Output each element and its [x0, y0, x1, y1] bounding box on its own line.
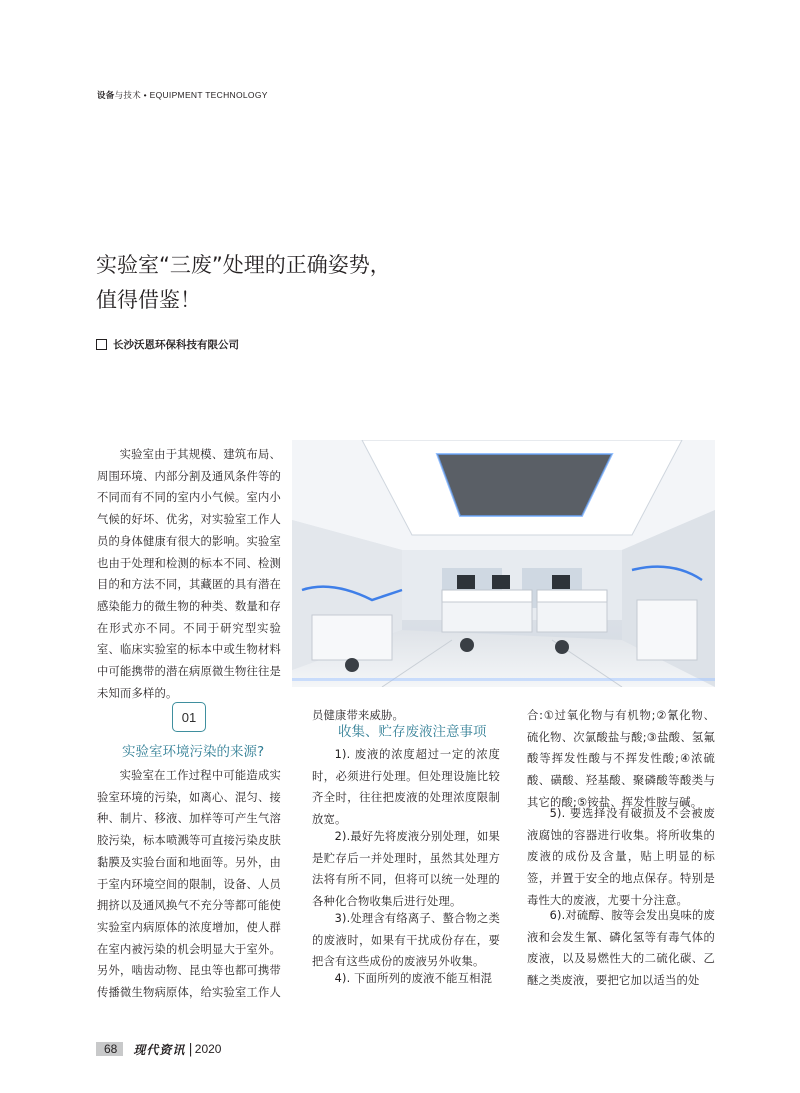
column2-paragraph-1: 1). 废液的浓度超过一定的浓度时，必须进行处理。但处理设施比较齐全时，往往把废液的处理浓度限制放宽。: [312, 748, 500, 827]
footer-separator: |: [188, 1041, 193, 1057]
page-footer: [96, 1042, 221, 1056]
title-line-2: 值得借鉴！: [96, 288, 201, 312]
section-heading: 实验室环境污染的来源?: [122, 744, 265, 760]
column2-continuation: 员健康带来威胁。: [312, 709, 404, 722]
column2-paragraph-4: 4). 下面所列的废液不能互相混: [334, 972, 493, 985]
header-category-rest: 与技术 • EQUIPMENT TECHNOLOGY: [114, 90, 268, 100]
author-name: 长沙沃恩环保科技有限公司: [113, 339, 239, 351]
subheading: 收集、贮存废液注意事项: [338, 724, 487, 740]
column2-paragraph-2: 2).最好先将废液分别处理，如果是贮存后一并处理时，虽然其处理方法将有所不同，但将可以统一处理的各种化合物收集后进行处理。: [312, 830, 500, 909]
column3-paragraph-2: 5). 要选择没有破损及不会被废液腐蚀的容器进行收集。将所收集的废液的成份及含量，贴上明显的标签，并置于安全的地点保存。特别是毒性大的废液，尤要十分注意。: [527, 807, 715, 907]
issue-year: 2020: [194, 1042, 222, 1056]
title-line-1: 实验室“三废”处理的正确姿势，: [96, 253, 391, 277]
lab-photo: [292, 440, 715, 687]
magazine-logo: 现代资讯: [133, 1042, 186, 1057]
header-category-bold: 设备: [97, 90, 115, 100]
page-number: 68: [96, 1042, 123, 1056]
article-title: [96, 248, 391, 318]
author-line: [96, 337, 239, 352]
intro-paragraph: 实验室由于其规模、建筑布局、周围环境、内部分割及通风条件等的不同而有不同的室内小气候。室内小气候的好坏、优劣，对实验室工作人员的身体健康有很大的影响。实验室也由于处理和检测的标本不同、检测目的和方法不同，其藏匿的具有潜在感染能力的微生物的种类、数量和存在形式亦不同。不同于研究型实验室、临床实验室的标本中或生物材料中可能携带的潜在病原微生物往往是未知而多样的。: [97, 448, 281, 700]
section1-body: 实验室在工作过程中可能造成实验室环境的污染，如离心、混匀、接种、制片、移液、加样等可产生气溶胶污染，标本喷溅等可直接污染皮肤黏膜及实验台面和地面等。另外，由于室内环境空间的限制，设备、人员拥挤以及通风换气不充分等都可能使实验室内病原体的浓度增加，使人群在室内被污染的机会明显大于室外。另外，啮齿动物、昆虫等也都可携带传播微生物病原体，给实验室工作人: [97, 769, 281, 1000]
column3-paragraph-1: 合:①过氧化物与有机物;②氰化物、硫化物、次氯酸盐与酸;③盐酸、氢氟酸等挥发性酸与不挥发性酸;④浓硫酸、磺酸、羟基酸、聚磷酸等酸类与其它的酸;⑤铵盐、挥发性胺与碱。: [527, 709, 715, 809]
square-bullet-icon: [96, 339, 107, 350]
column3-paragraph-3: 6).对硫醇、胺等会发出臭味的废液和会发生氰、磷化氢等有毒气体的废液，以及易燃性大的二硫化碳、乙醚之类废液，要把它加以适当的处: [527, 909, 715, 988]
column2-paragraph-3: 3).处理含有络离子、螯合物之类的废液时，如果有干扰成份存在，要把含有这些成份的废液另外收集。: [312, 912, 500, 969]
running-header: [97, 89, 268, 101]
section-number-badge: 01: [172, 702, 206, 732]
